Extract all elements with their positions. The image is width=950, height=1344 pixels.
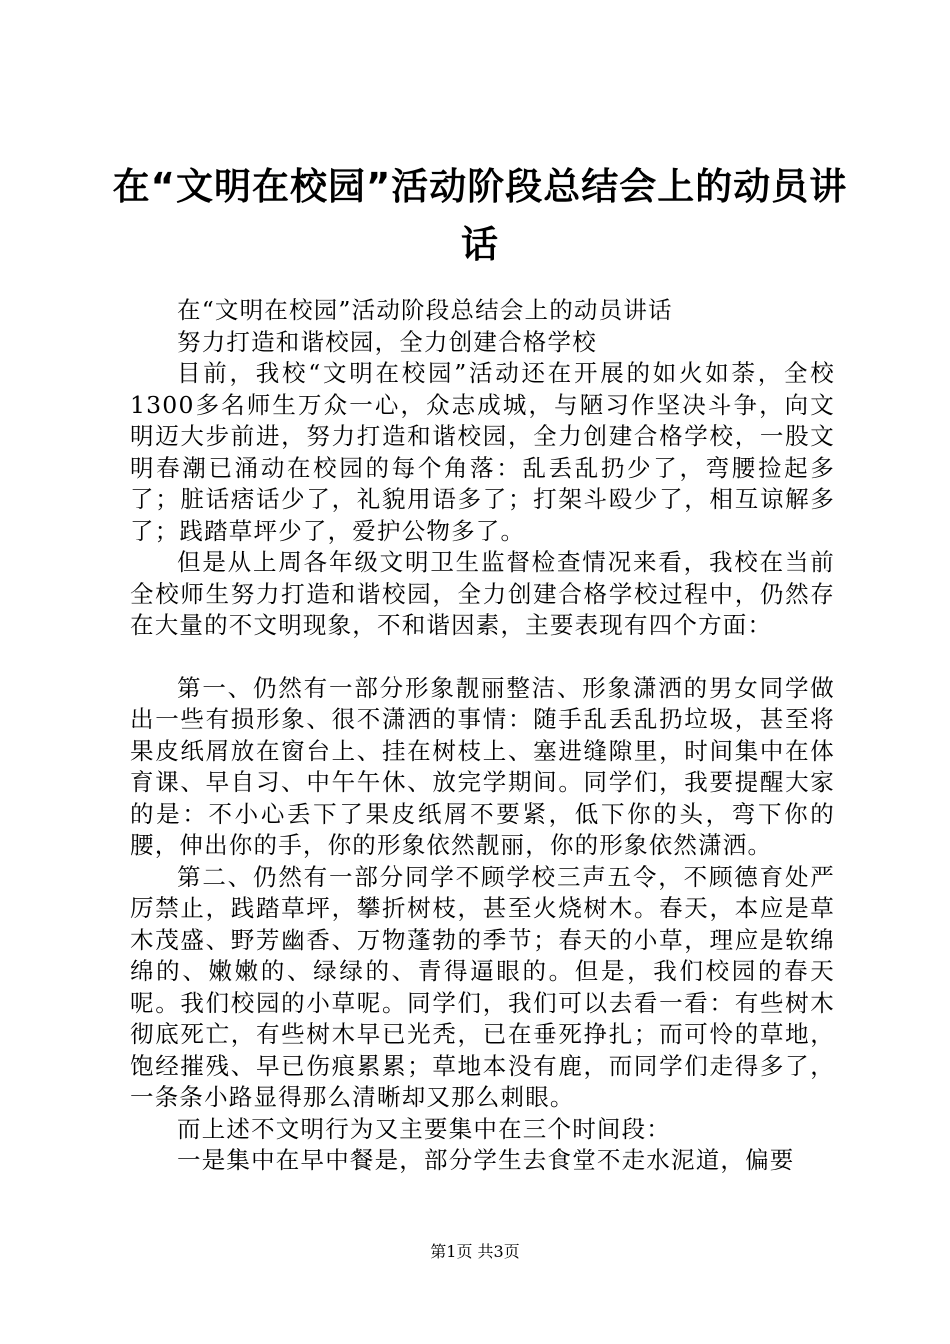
paragraph-repeat-title: 在“文明在校园”活动阶段总结会上的动员讲话 bbox=[177, 296, 673, 324]
paragraph-first-point: 第一、仍然有一部分形象靓丽整洁、形象潇洒的男女同学做出一些有损形象、很不潇洒的事情：随手乱丢乱扔垃圾，甚至将果皮纸屑放在窗台上、挂在树枝上、塞进缝隙里，时间集中在体育课、早自习、中午午休、放完学期间。同学们，我要提醒大家的是：不小心丢下了果皮纸屑不要紧，低下你的头，弯下你的腰，伸出你的手，你的形象依然靓丽，你的形象依然潇洒。 bbox=[130, 673, 835, 859]
paragraph-intro: 目前，我校“文明在校园”活动还在开展的如火如荼，全校1300多名师生万众一心，众志成城，与陋习作坚决斗争，向文明迈大步前进，努力打造和谐校园，全力创建合格学校，一股文明春潮已涌动在校园的每个角落：乱丢乱扔少了，弯腰捡起多了；脏话痞话少了，礼貌用语多了；打架斗殴少了，相互谅解多了；践踏草坪少了，爱护公物多了。 bbox=[130, 359, 835, 545]
paragraph-time-periods: 而上述不文明行为又主要集中在三个时间段： bbox=[177, 1114, 671, 1143]
document-body bbox=[130, 295, 835, 1177]
paragraph-second-point: 第二、仍然有一部分同学不顾学校三声五令，不顾德育处严厉禁止，践踏草坪，攀折树枝，甚至火烧树木。春天，本应是草木茂盛、野芳幽香、万物蓬勃的季节；春天的小草，理应是软绵绵的、嫩嫩的、绿绿的、青得逼眼的。但是，我们校园的春天呢。我们校园的小草呢。同学们，我们可以去看一看：有些树木彻底死亡，有些树木早已光秃，已在垂死挣扎；而可怜的草地，饱经摧残、早已伤痕累累；草地本没有鹿，而同学们走得多了，一条条小路显得那么清晰却又那么刺眼。 bbox=[130, 862, 835, 1111]
paragraph-subtitle: 努力打造和谐校园，全力创建合格学校 bbox=[177, 327, 597, 356]
paragraph-period-one: 一是集中在早中餐是，部分学生去食堂不走水泥道，偏要 bbox=[177, 1146, 795, 1174]
page-footer: 第1页 共3页 bbox=[430, 1242, 520, 1261]
paragraph-problems: 但是从上周各年级文明卫生监督检查情况来看，我校在当前全校师生努力打造和谐校园，全力创建合格学校过程中，仍然存在大量的不文明现象，不和谐因素，主要表现有四个方面： bbox=[130, 548, 835, 639]
document-title: 在“文明在校园”活动阶段总结会上的动员讲话 bbox=[112, 165, 848, 266]
